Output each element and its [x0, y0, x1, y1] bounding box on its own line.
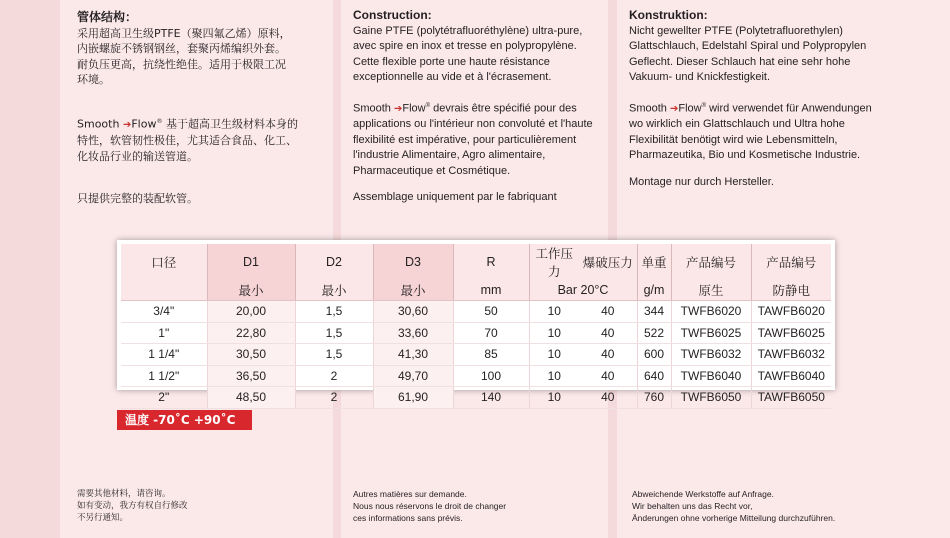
cell-code-antistatic: TAWFB6025 — [751, 322, 831, 344]
cell-bore: 2" — [121, 387, 207, 409]
cell-d1: 30,50 — [207, 344, 295, 366]
french-smoothflow-block — [353, 99, 603, 179]
chinese-heading: 管体结构： — [77, 10, 138, 24]
cell-bore: 1" — [121, 322, 207, 344]
cell-d2: 2 — [295, 365, 373, 387]
cell-d1: 22,80 — [207, 322, 295, 344]
temperature-range-badge: 温度 -70˚C +90˚C — [117, 410, 252, 430]
table-body — [121, 301, 831, 409]
french-footer: Autres matières sur demande. Nous nous réservons le droit de changer ces informations sans prévis. — [353, 489, 507, 523]
cell-weight: 600 — [637, 344, 671, 366]
table-header-row — [121, 244, 831, 280]
german-paragraph2-first: wird verwendet für Anwendungen — [709, 102, 872, 115]
subheader-d2: 最小 — [295, 280, 373, 301]
table-subheader-row — [121, 280, 831, 301]
cell-code-antistatic: TAWFB6020 — [751, 301, 831, 323]
header-code-standard: 产品编号 — [671, 244, 751, 280]
german-paragraph2-rest: wo wirklich ein Glattschlauch und Ultra hohe Flexibilität benötigt wird wie Lebensmitteln, Pharmazeutika, Bio und Kosmetische Industrie. — [629, 118, 861, 162]
cell-r: 85 — [453, 344, 529, 366]
cell-burst-pressure: 40 — [579, 344, 637, 366]
arrow-icon: ➔ — [669, 103, 679, 115]
chinese-paragraph2-first: 基于超高卫生级材料本身的 — [165, 117, 298, 131]
header-weight: 单重 — [637, 244, 671, 280]
cell-bore: 3/4" — [121, 301, 207, 323]
cell-r: 100 — [453, 365, 529, 387]
cell-r: 70 — [453, 322, 529, 344]
cell-weight: 522 — [637, 322, 671, 344]
cell-code-antistatic: TAWFB6032 — [751, 344, 831, 366]
spec-table — [121, 244, 831, 409]
french-construction-paragraph: Gaine PTFE (polytétrafluoréthylène) ultra-pure, avec spire en inox et tresse en polypropylène. Cette flexible porte une haute résistance exceptionnelle au vide et à l'écrasement. — [353, 24, 583, 83]
cell-working-pressure: 10 — [529, 387, 579, 409]
smooth-word: Smooth — [77, 117, 120, 131]
flow-word: Flow — [131, 117, 157, 131]
cell-burst-pressure: 40 — [579, 387, 637, 409]
chinese-smoothflow-block — [77, 114, 332, 164]
chinese-assembly-note: 只提供完整的装配软管。 — [77, 192, 198, 205]
table-row — [121, 344, 831, 366]
cell-d2: 1,5 — [295, 322, 373, 344]
cell-d3: 61,90 — [373, 387, 453, 409]
flow-word: Flow — [678, 102, 702, 115]
subheader-weight: g/m — [637, 280, 671, 301]
cell-burst-pressure: 40 — [579, 301, 637, 323]
table-row — [121, 322, 831, 344]
cell-working-pressure: 10 — [529, 301, 579, 323]
table-row — [121, 365, 831, 387]
cell-burst-pressure: 40 — [579, 322, 637, 344]
cell-r: 50 — [453, 301, 529, 323]
cell-code-standard: TWFB6032 — [671, 344, 751, 366]
header-d1: D1 — [207, 244, 295, 280]
german-footer: Abweichende Werkstoffe auf Anfrage. Wir behalten uns das Recht vor, Änderungen ohne vorherige Mitteilung durchzuführen. — [632, 489, 836, 523]
german-heading: Konstruktion: — [629, 8, 708, 22]
arrow-icon: ➔ — [122, 119, 132, 131]
cell-working-pressure: 10 — [529, 322, 579, 344]
cell-d1: 36,50 — [207, 365, 295, 387]
cell-d2: 2 — [295, 387, 373, 409]
cell-d1: 20,00 — [207, 301, 295, 323]
cell-d3: 30,60 — [373, 301, 453, 323]
cell-d1: 48,50 — [207, 387, 295, 409]
subheader-bore — [121, 280, 207, 301]
smooth-word: Smooth — [629, 102, 667, 115]
cell-weight: 640 — [637, 365, 671, 387]
cell-bore: 1 1/2" — [121, 365, 207, 387]
chinese-footer: 需要其他材料，请咨询。 如有变动，我方有权自行修改 不另行通知。 — [77, 489, 188, 523]
header-d2: D2 — [295, 244, 373, 280]
cell-working-pressure: 10 — [529, 344, 579, 366]
french-assembly-note: Assemblage uniquement par le fabriquant — [353, 191, 557, 203]
subheader-d3: 最小 — [373, 280, 453, 301]
french-heading: Construction: — [353, 8, 432, 22]
arrow-icon: ➔ — [393, 103, 403, 115]
cell-burst-pressure: 40 — [579, 365, 637, 387]
flow-word: Flow — [402, 102, 426, 115]
cell-d2: 1,5 — [295, 344, 373, 366]
french-paragraph2-first: devrais être spécifié pour des — [433, 102, 577, 115]
subheader-r: mm — [453, 280, 529, 301]
header-code-antistatic: 产品编号 — [751, 244, 831, 280]
header-burst-pressure: 爆破压力 — [579, 244, 637, 280]
cell-code-standard: TWFB6050 — [671, 387, 751, 409]
cell-code-standard: TWFB6025 — [671, 322, 751, 344]
german-assembly-note: Montage nur durch Hersteller. — [629, 176, 774, 188]
chinese-text-block — [77, 10, 327, 88]
smooth-word: Smooth — [353, 102, 391, 115]
cell-code-standard: TWFB6040 — [671, 365, 751, 387]
cell-working-pressure: 10 — [529, 365, 579, 387]
chinese-construction-paragraph: 采用超高卫生级PTFE（聚四氟乙烯）原料， 内嵌螺旋不锈钢钢丝，套聚丙烯编织外套。 耐负压更高，抗绕性绝佳。适用于极限工况 环境。 — [77, 26, 291, 86]
french-paragraph2-rest: applications ou l'intérieur non convoluté et l'haute flexibilité est impérative, pour particulièrement l'industrie Alimentaire, Agro alimentaire, Pharmaceutique et Cosmétique. — [353, 118, 593, 177]
header-working-pressure: 工作压力 — [529, 244, 579, 280]
subheader-code-standard: 原生 — [671, 280, 751, 301]
header-r: R — [453, 244, 529, 280]
cell-d3: 33,60 — [373, 322, 453, 344]
subheader-pressure: Bar 20°C — [529, 280, 637, 301]
header-bore: 口径 — [121, 244, 207, 280]
cell-code-antistatic: TAWFB6050 — [751, 387, 831, 409]
registered-mark: ® — [701, 103, 707, 109]
registered-mark: ® — [425, 103, 431, 109]
german-smoothflow-block — [629, 99, 929, 164]
subheader-code-antistatic: 防静电 — [751, 280, 831, 301]
cell-weight: 760 — [637, 387, 671, 409]
german-construction-paragraph: Nicht gewellter PTFE (Polytetrafluorethylen) Glattschlauch, Edelstahl Spiral und Polypropylen Geflecht. Dieser Schlauch hat eine sehr hohe Vakuum- und Knickfestigkeit. — [629, 24, 867, 83]
cell-bore: 1 1/4" — [121, 344, 207, 366]
spec-table-card — [117, 240, 835, 405]
header-d3: D3 — [373, 244, 453, 280]
table-row — [121, 387, 831, 409]
cell-code-antistatic: TAWFB6040 — [751, 365, 831, 387]
cell-code-standard: TWFB6020 — [671, 301, 751, 323]
chinese-paragraph2-rest: 特性，软管韧性极佳，尤其适合食品、化工、 化妆品行业的输送管道。 — [77, 134, 297, 163]
cell-d2: 1,5 — [295, 301, 373, 323]
cell-weight: 344 — [637, 301, 671, 323]
german-text-block — [629, 8, 929, 86]
cell-d3: 49,70 — [373, 365, 453, 387]
table-row — [121, 301, 831, 323]
cell-r: 140 — [453, 387, 529, 409]
subheader-d1: 最小 — [207, 280, 295, 301]
cell-d3: 41,30 — [373, 344, 453, 366]
registered-mark: ® — [156, 118, 163, 125]
french-text-block — [353, 8, 603, 86]
